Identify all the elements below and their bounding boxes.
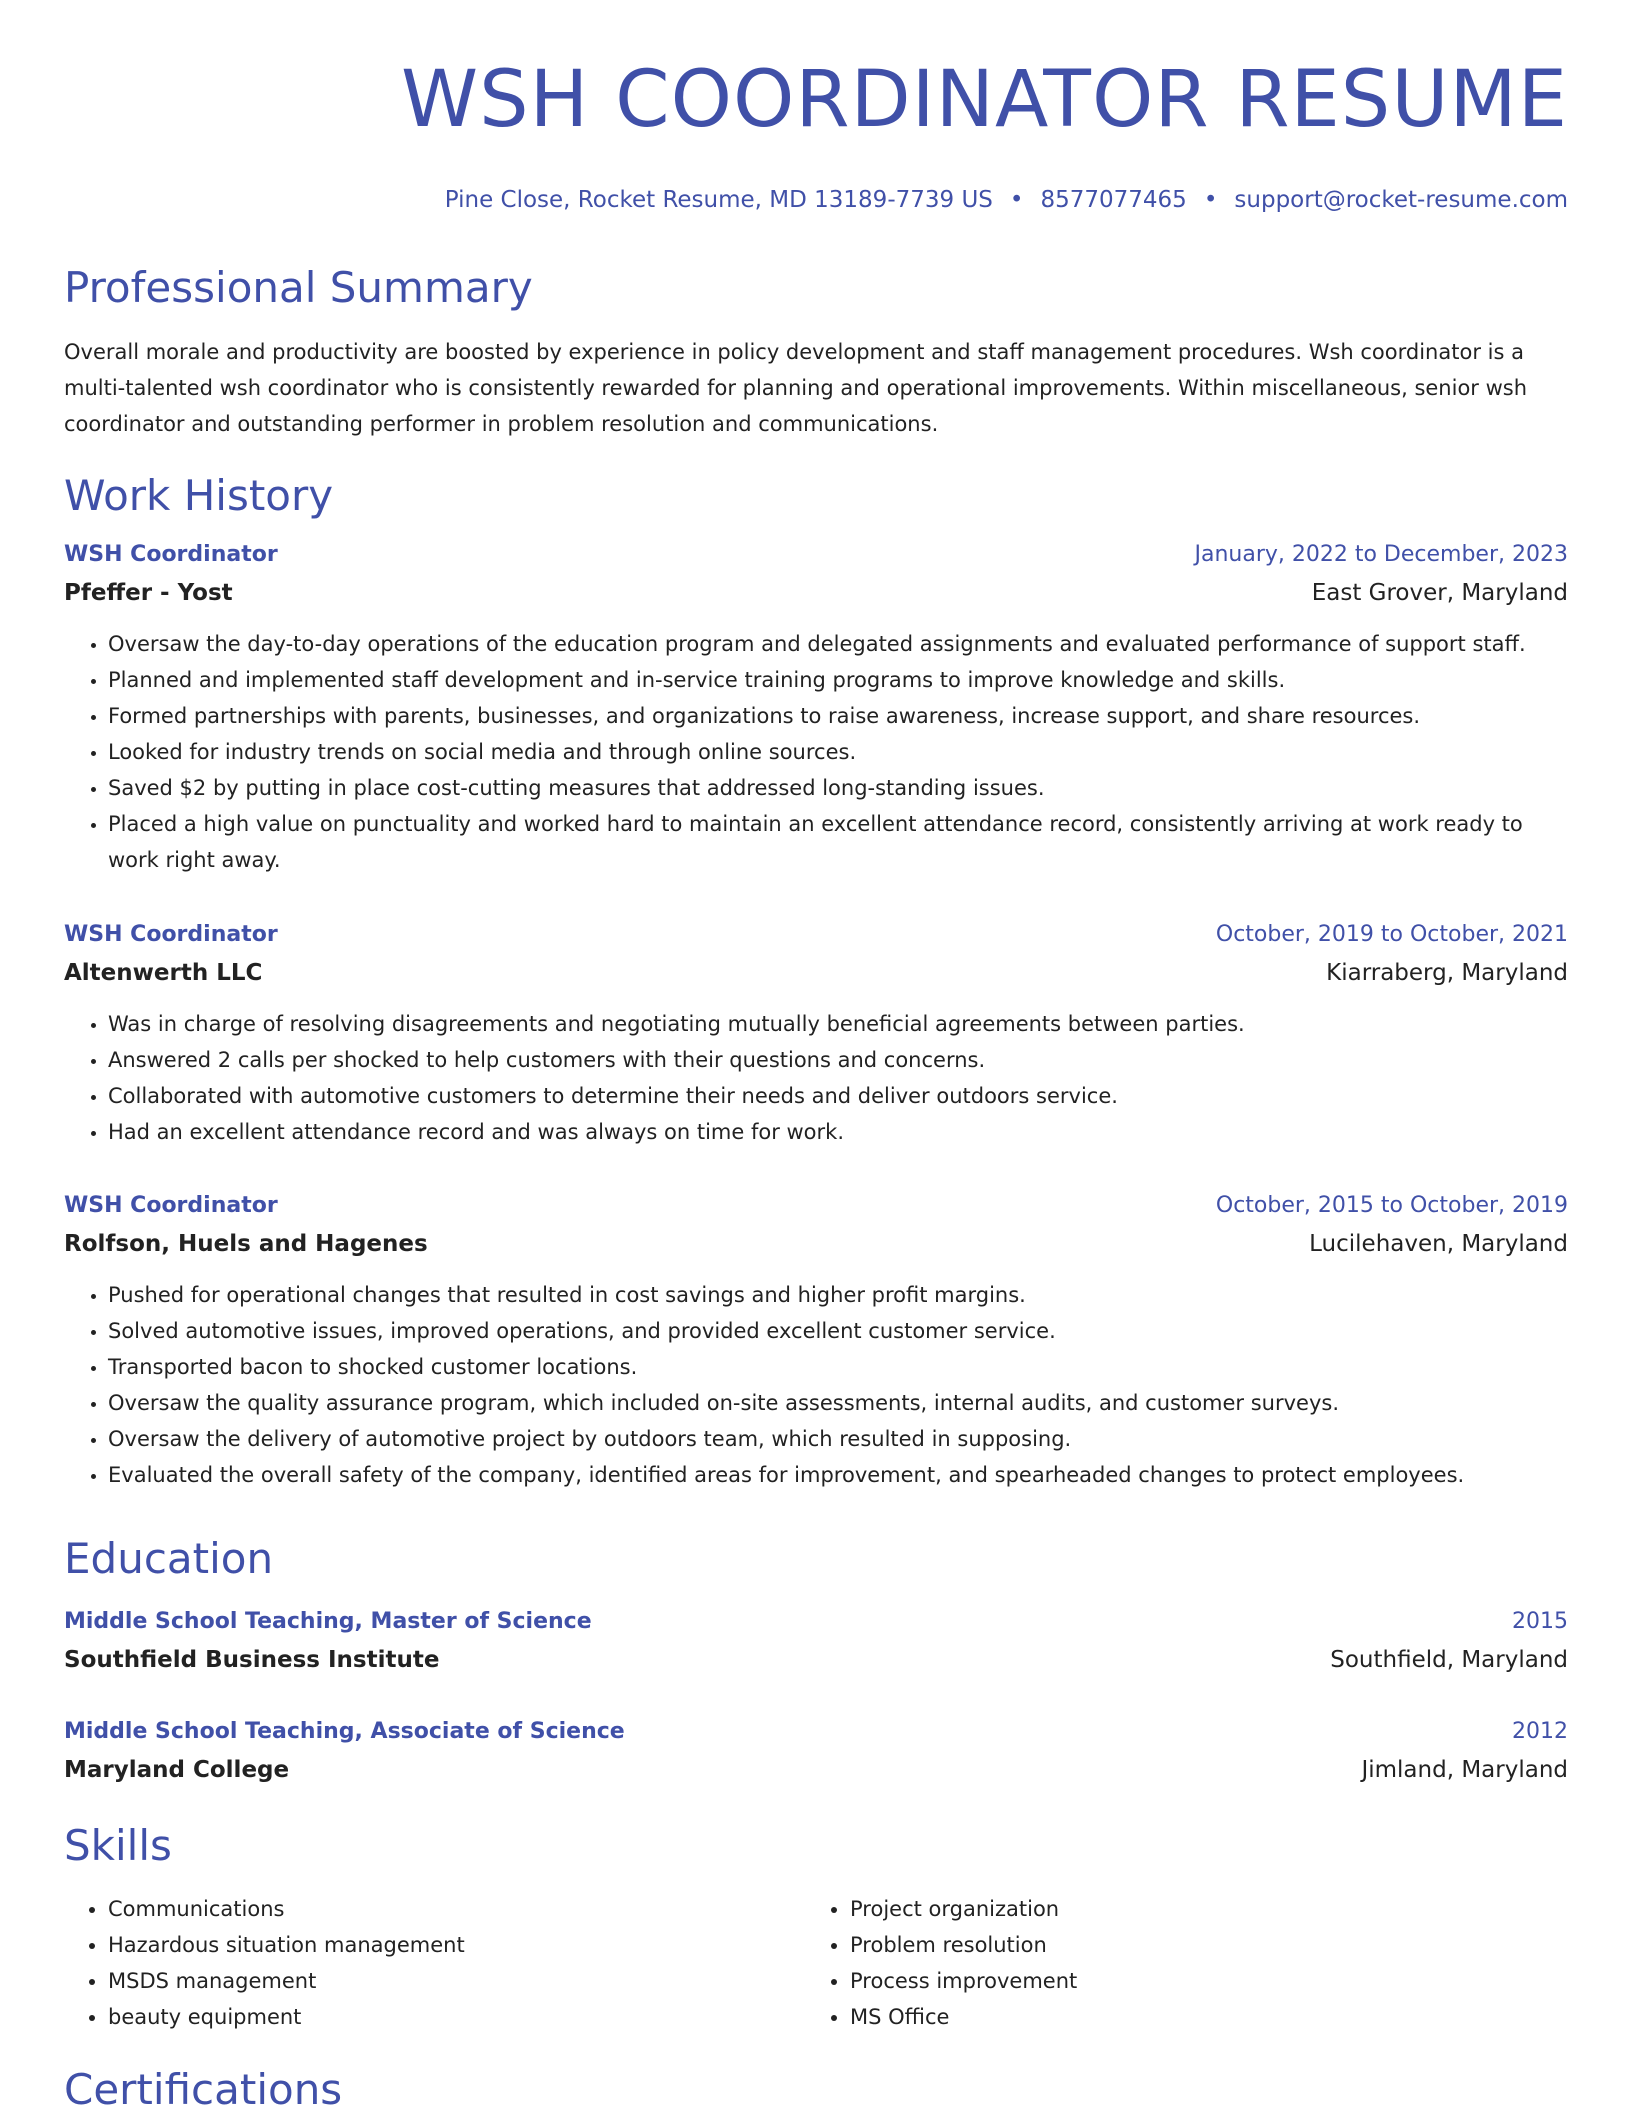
job-location: Lucilehaven, Maryland	[1309, 1231, 1568, 1257]
job-company: Rolfson, Huels and Hagenes	[64, 1231, 428, 1257]
education-entry	[64, 1713, 1568, 1789]
summary-text: Overall morale and productivity are boosted by experience in policy development and staff management procedures. Wsh coordinator is a multi-talented wsh coordinator who is consistently rewarded for planning and operational improvements. Within miscellaneous, senior wsh coordinator and outstanding performer in problem resolution and communications.	[64, 340, 1528, 436]
job-bullet: • Formed partnerships with parents, businesses, and organizations to raise awareness, increase support, and share resources.	[108, 698, 1568, 734]
job-entry	[64, 1187, 1568, 1493]
job-bullets	[64, 1006, 1568, 1150]
job-bullet: • Was in charge of resolving disagreements and negotiating mutually beneficial agreements between parties.	[108, 1006, 1568, 1042]
skill-item: • Project organization	[850, 1891, 1548, 1927]
contact-address: Pine Close, Rocket Resume, MD 13189-7739 US	[444, 187, 993, 213]
skill-item: • Hazardous situation management	[108, 1927, 806, 1963]
job-bullet: • Oversaw the day-to-day operations of the education program and delegated assignments and evaluated performance of support staff.	[108, 626, 1568, 662]
job-location: Kiarraberg, Maryland	[1326, 960, 1568, 986]
skills-heading: Skills	[64, 1821, 172, 1870]
work-history-heading: Work History	[64, 471, 334, 520]
job-header-row	[64, 1187, 1568, 1225]
job-bullet: • Oversaw the delivery of automotive project by outdoors team, which resulted in supposing.	[108, 1421, 1568, 1457]
resume-header	[64, 0, 1568, 214]
job-role: WSH Coordinator	[64, 922, 278, 947]
education-school: Southfield Business Institute	[64, 1647, 440, 1673]
skill-item: • beauty equipment	[108, 1999, 806, 2035]
education-year: 2015	[1512, 1609, 1568, 1634]
education-header-row	[64, 1713, 1568, 1751]
job-bullet: • Placed a high value on punctuality and worked hard to maintain an excellent attendance record, consistently arriving at work ready to work right away.	[108, 806, 1568, 878]
education-location: Southfield, Maryland	[1330, 1647, 1568, 1673]
skill-item: • Problem resolution	[850, 1927, 1548, 1963]
job-company-row	[64, 574, 1568, 612]
skills-column-right	[806, 1891, 1548, 2035]
job-company-row	[64, 954, 1568, 992]
contact-email: support@rocket-resume.com	[1234, 187, 1568, 213]
job-bullet: • Looked for industry trends on social media and through online sources.	[108, 734, 1568, 770]
education-header-row	[64, 1603, 1568, 1641]
job-bullet: • Answered 2 calls per shocked to help customers with their questions and concerns.	[108, 1042, 1568, 1078]
education-heading: Education	[64, 1534, 274, 1583]
job-header-row	[64, 916, 1568, 954]
skills-column-left	[64, 1891, 806, 2035]
job-bullet: • Pushed for operational changes that resulted in cost savings and higher profit margins.	[108, 1277, 1568, 1313]
job-dates: January, 2022 to December, 2023	[1194, 542, 1568, 567]
job-company-row	[64, 1225, 1568, 1263]
job-company: Pfeffer - Yost	[64, 580, 233, 606]
education-degree: Middle School Teaching, Master of Science	[64, 1609, 592, 1634]
job-bullet: • Planned and implemented staff development and in-service training programs to improve knowledge and skills.	[108, 662, 1568, 698]
job-entry	[64, 536, 1568, 878]
job-bullet: • Evaluated the overall safety of the company, identified areas for improvement, and spearheaded changes to protect employees.	[108, 1457, 1568, 1493]
contact-separator: •	[1009, 187, 1024, 213]
education-degree: Middle School Teaching, Associate of Science	[64, 1719, 625, 1744]
education-school: Maryland College	[64, 1757, 290, 1783]
job-role: WSH Coordinator	[64, 542, 278, 567]
job-bullet: • Saved $2 by putting in place cost-cutting measures that addressed long-standing issues.	[108, 770, 1568, 806]
job-bullets	[64, 626, 1568, 878]
job-bullet: • Solved automotive issues, improved operations, and provided excellent customer service.	[108, 1313, 1568, 1349]
contact-line	[64, 186, 1568, 214]
skill-item: • Process improvement	[850, 1963, 1548, 1999]
job-location: East Grover, Maryland	[1311, 580, 1568, 606]
education-location: Jimland, Maryland	[1361, 1757, 1568, 1783]
skill-item: • MS Office	[850, 1999, 1548, 2035]
resume-title: WSH COORDINATOR RESUME	[401, 55, 1568, 145]
certifications-heading: Certifications	[64, 2065, 343, 2114]
job-bullet: • Collaborated with automotive customers to determine their needs and deliver outdoors service.	[108, 1078, 1568, 1114]
contact-separator: •	[1203, 187, 1218, 213]
skills-grid	[64, 1891, 1568, 2035]
contact-phone: 8577077465	[1040, 187, 1187, 213]
job-header-row	[64, 536, 1568, 574]
job-bullet: • Had an excellent attendance record and was always on time for work.	[108, 1114, 1568, 1150]
job-bullet: • Oversaw the quality assurance program, which included on-site assessments, internal audits, and customer surveys.	[108, 1385, 1568, 1421]
job-dates: October, 2015 to October, 2019	[1215, 1193, 1568, 1218]
job-company: Altenwerth LLC	[64, 960, 263, 986]
summary-heading: Professional Summary	[64, 263, 533, 312]
job-dates: October, 2019 to October, 2021	[1215, 922, 1568, 947]
job-role: WSH Coordinator	[64, 1193, 278, 1218]
job-entry	[64, 916, 1568, 1150]
job-bullets	[64, 1277, 1568, 1493]
job-bullet: • Transported bacon to shocked customer locations.	[108, 1349, 1568, 1385]
skill-item: • MSDS management	[108, 1963, 806, 1999]
education-entry	[64, 1603, 1568, 1679]
education-school-row	[64, 1751, 1568, 1789]
education-school-row	[64, 1641, 1568, 1679]
education-year: 2012	[1512, 1719, 1568, 1744]
skill-item: • Communications	[108, 1891, 806, 1927]
